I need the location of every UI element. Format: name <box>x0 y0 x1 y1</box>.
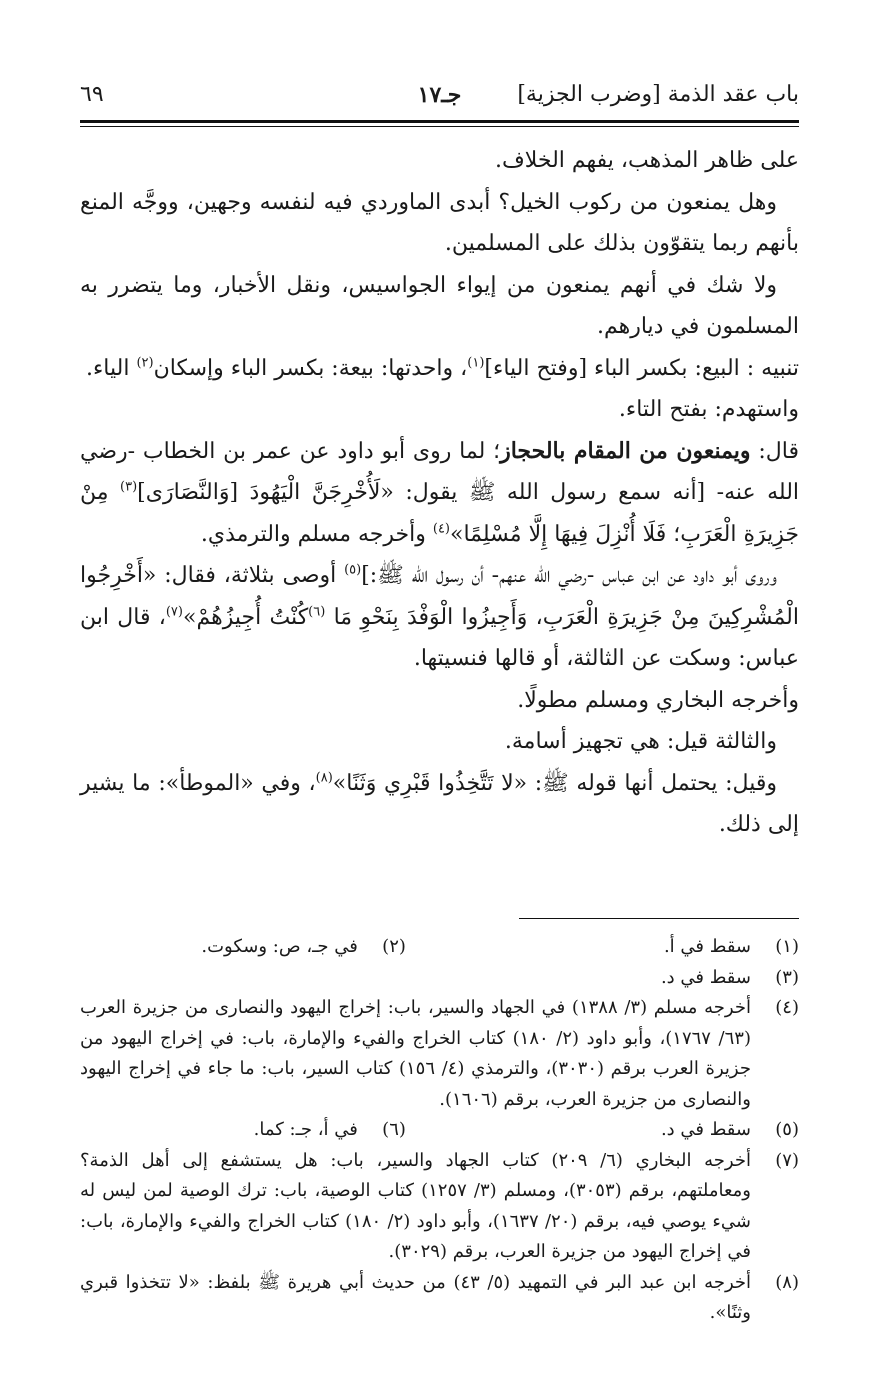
paragraph-note <box>80 348 799 390</box>
footnote-ref: (١) <box>467 355 485 371</box>
text: وأخرجه البخاري ومسلم مطولًا. <box>517 687 799 713</box>
paragraph <box>80 389 799 431</box>
text: وروى أبو داود عن ابن عباس -رضي الله عنهم- أن رسول الله ﷺ:] <box>361 563 777 588</box>
text: واستهدم: بفتح التاء. <box>618 397 799 422</box>
text: تنبيه : البيع: بكسر الباء [وفتح الياء] <box>484 355 799 381</box>
text: الياء. <box>85 355 137 381</box>
text: ؛ لما روى أبو داود عن عمر بن الخطاب -رضي الله عنه- [أنه سمع رسول الله ﷺ يقول: «لَأُخْرِجَنَّ الْيَهُودَ [وَالنَّصَارَى] <box>80 438 800 505</box>
footnote-ref: (٦) <box>308 604 326 620</box>
footnote-separator <box>519 918 799 919</box>
text: كُنْتُ أُجِيزُهُمْ» <box>182 604 309 630</box>
header-rule-thick <box>80 120 799 123</box>
text: مِنْ جَزِيرَةِ الْعَرَبِ؛ فَلَا أُنْزِلَ فِيهَا إِلَّا مُسْلِمًا» <box>80 480 799 547</box>
footnote-number: (١) <box>775 936 799 957</box>
paragraph <box>80 763 799 846</box>
footnote-row <box>80 1115 799 1146</box>
footnote-number: (٨) <box>775 1271 799 1293</box>
footnote <box>13 1115 406 1146</box>
text: قال: <box>750 438 799 464</box>
footnote-ref: (٨) <box>315 770 333 786</box>
footnote-number: (٧) <box>775 1149 799 1171</box>
footnote <box>406 932 799 963</box>
matn-text: ويمنعون من المقام بالحجاز <box>500 437 751 464</box>
footnote <box>13 932 406 963</box>
text: ، قال ابن عباس: وسكت عن الثالثة، أو قالها فنسيتها. <box>80 604 799 671</box>
page-number: ٦٩ <box>80 82 104 107</box>
footnote-ref: (٣) <box>120 479 138 495</box>
running-header <box>80 82 799 116</box>
footnotes <box>80 932 799 1329</box>
footnote-text: أخرجه مسلم (٣/ ١٣٨٨) في الجهاد والسير، باب: إخراج اليهود والنصارى من جزيرة العرب (٦٣/ ١٧٦٧)، وأبو داود (٢/ ١٨٠) كتاب الخراج والفيء والإمارة، باب: في إخراج اليهود من جزيرة العرب برقم (٣٠٣٠)، والترمذي (٤/ ١٥٦) كتاب السير، باب: ما جاء في إخراج اليهود والنصارى من جزيرة العرب، برقم (١٦٠٦). <box>80 997 751 1110</box>
paragraph <box>80 182 799 265</box>
main-text <box>80 140 799 846</box>
footnote <box>80 1268 799 1329</box>
footnote <box>406 1115 799 1146</box>
footnote-number: (٦) <box>382 1119 406 1140</box>
footnote <box>80 963 799 994</box>
footnote-number: (٥) <box>775 1119 799 1140</box>
text: وقيل: يحتمل أنها قوله ﷺ: «لا تَتَّخِذُوا قَبْرِي وَثَنًا» <box>332 770 777 796</box>
text: والثالثة قيل: هي تجهيز أسامة. <box>504 729 777 754</box>
footnote-text: أخرجه ابن عبد البر في التمهيد (٥/ ٤٣) من حديث أبي هريرة ﷺ بلفظ: «لا تتخذوا قبري وثنًا». <box>80 1271 751 1323</box>
footnote-text: سقط في د. <box>660 1119 751 1140</box>
footnote-text: سقط في أ. <box>663 936 751 957</box>
footnote-number: (٣) <box>775 966 799 988</box>
footnote-ref: (٥) <box>344 562 362 578</box>
paragraph <box>80 680 799 722</box>
footnote <box>80 993 799 1115</box>
paragraph <box>80 721 799 763</box>
footnote-ref: (٢) <box>136 355 154 371</box>
footnote-ref: (٧) <box>165 604 183 620</box>
footnote <box>80 1146 799 1268</box>
text: وهل يمنعون من ركوب الخيل؟ أبدى الماوردي فيه لنفسه وجهين، ووجَّه المنع بأنهم ربما يتقوّون بذلك على المسلمين. <box>80 189 799 256</box>
paragraph <box>80 265 799 348</box>
footnote-text: في أ، جـ: كما. <box>253 1119 358 1140</box>
text: وأخرجه مسلم والترمذي. <box>200 521 433 547</box>
footnote-text: سقط في د. <box>660 966 751 988</box>
volume-label: جـ١٧ <box>417 82 462 108</box>
paragraph <box>80 140 799 182</box>
header-rule-thin <box>80 126 799 127</box>
footnote-number: (٢) <box>382 936 406 957</box>
footnote-ref: (٤) <box>432 521 450 537</box>
text: على ظاهر المذهب، يفهم الخلاف. <box>494 148 799 173</box>
text: ولا شك في أنهم يمنعون من إيواء الجواسيس، ونقل الأخبار، وما يتضرر به المسلمون في ديارهم. <box>80 272 799 339</box>
chapter-title: باب عقد الذمة [وضرب الجزية] <box>517 82 799 107</box>
text: أوصى بثلاثة، فقال: «أَخْرِجُوا الْمُشْرِكِينَ مِنْ جَزِيرَةِ الْعَرَبِ، وَأَجِيزُوا الْوَفْدَ بِنَحْوِ مَا <box>80 563 800 630</box>
text: ، واحدتها: بيعة: بكسر الباء وإسكان <box>153 355 468 381</box>
footnote-text: في جـ، ص: وسكوت. <box>201 936 358 957</box>
footnote-number: (٤) <box>775 997 799 1018</box>
footnote-row <box>80 932 799 963</box>
paragraph <box>80 431 799 556</box>
text: ، وفي «الموطأ»: ما يشير إلى ذلك. <box>80 770 799 837</box>
footnote-text: أخرجه البخاري (٦/ ٢٠٩) كتاب الجهاد والسير، باب: هل يستشفع إلى أهل الذمة؟ ومعاملتهم، برقم (٣٠٥٣)، ومسلم (٣/ ١٢٥٧) كتاب الوصية، باب: ترك الوصية لمن ليس له شيء يوصي فيه، برقم (٢٠/ ١٦٣٧)، وأبو داود (٢/ ١٨٠) كتاب الخراج والفيء والإمارة، باب: في إخراج اليهود من جزيرة العرب، برقم (٣٠٢٩). <box>80 1149 751 1262</box>
paragraph <box>80 555 799 680</box>
